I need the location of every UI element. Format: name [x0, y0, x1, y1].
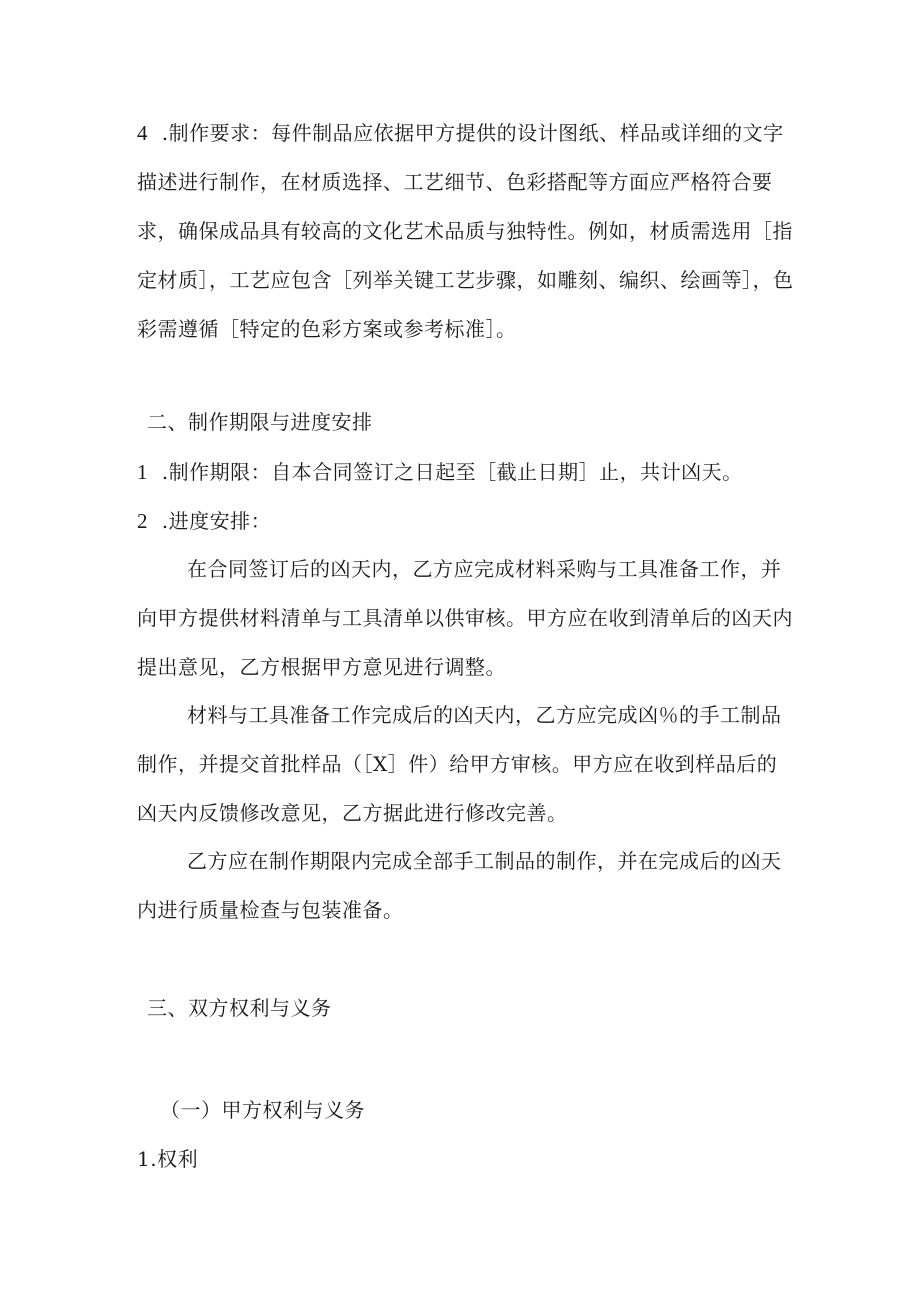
section3-heading: 三、双方权利与义务: [147, 996, 332, 1020]
para2-line-1: 材料与工具准备工作完成后的凶天内，乙方应完成凶％的手工制品: [187, 703, 782, 727]
para2-line-2: 制作，并提交首批样品（［X］件）给甲方审核。甲方应在收到样品后的: [137, 752, 778, 776]
section3-item1: 1.权利: [137, 1147, 199, 1171]
section3-subheading: （一）甲方权利与义务: [160, 1098, 365, 1122]
item4-line-1: 4 .制作要求：每件制品应依据甲方提供的设计图纸、样品或详细的文字: [137, 121, 784, 145]
section2-item2-number: 2: [137, 509, 148, 533]
item4-number: 4: [137, 121, 148, 145]
section2-heading: 二、制作期限与进度安排: [147, 410, 373, 434]
section2-item1: 1 .制作期限：自本合同签订之日起至［截止日期］止，共计凶天。: [137, 460, 743, 484]
para3-line-1: 乙方应在制作期限内完成全部手工制品的制作，并在完成后的凶天: [187, 849, 782, 873]
para1-line-3: 提出意见，乙方根据甲方意见进行调整。: [137, 655, 506, 679]
item4-line-3: 求，确保成品具有较高的文化艺术品质与独特性。例如，材质需选用［指: [137, 219, 793, 243]
item4-line-5: 彩需遵循［特定的色彩方案或参考标准］。: [137, 317, 517, 341]
para1-line-1: 在合同签订后的凶天内，乙方应完成材料采购与工具准备工作，并: [187, 557, 782, 581]
para1-line-2: 向甲方提供材料清单与工具清单以供审核。甲方应在收到清单后的凶天内: [137, 606, 793, 630]
para3-line-2: 内进行质量检查与包装准备。: [137, 898, 404, 922]
item4-line-2: 描述进行制作，在材质选择、工艺细节、色彩搭配等方面应严格符合要: [137, 170, 773, 194]
para2-line-3: 凶天内反馈修改意见，乙方据此进行修改完善。: [137, 801, 568, 825]
item4-line-4: 定材质］，工艺应包含［列举关键工艺步骤，如雕刻、编织、绘画等］，色: [137, 268, 794, 292]
section2-item2: 2 .进度安排：: [137, 509, 272, 533]
section2-item1-number: 1: [137, 460, 148, 484]
